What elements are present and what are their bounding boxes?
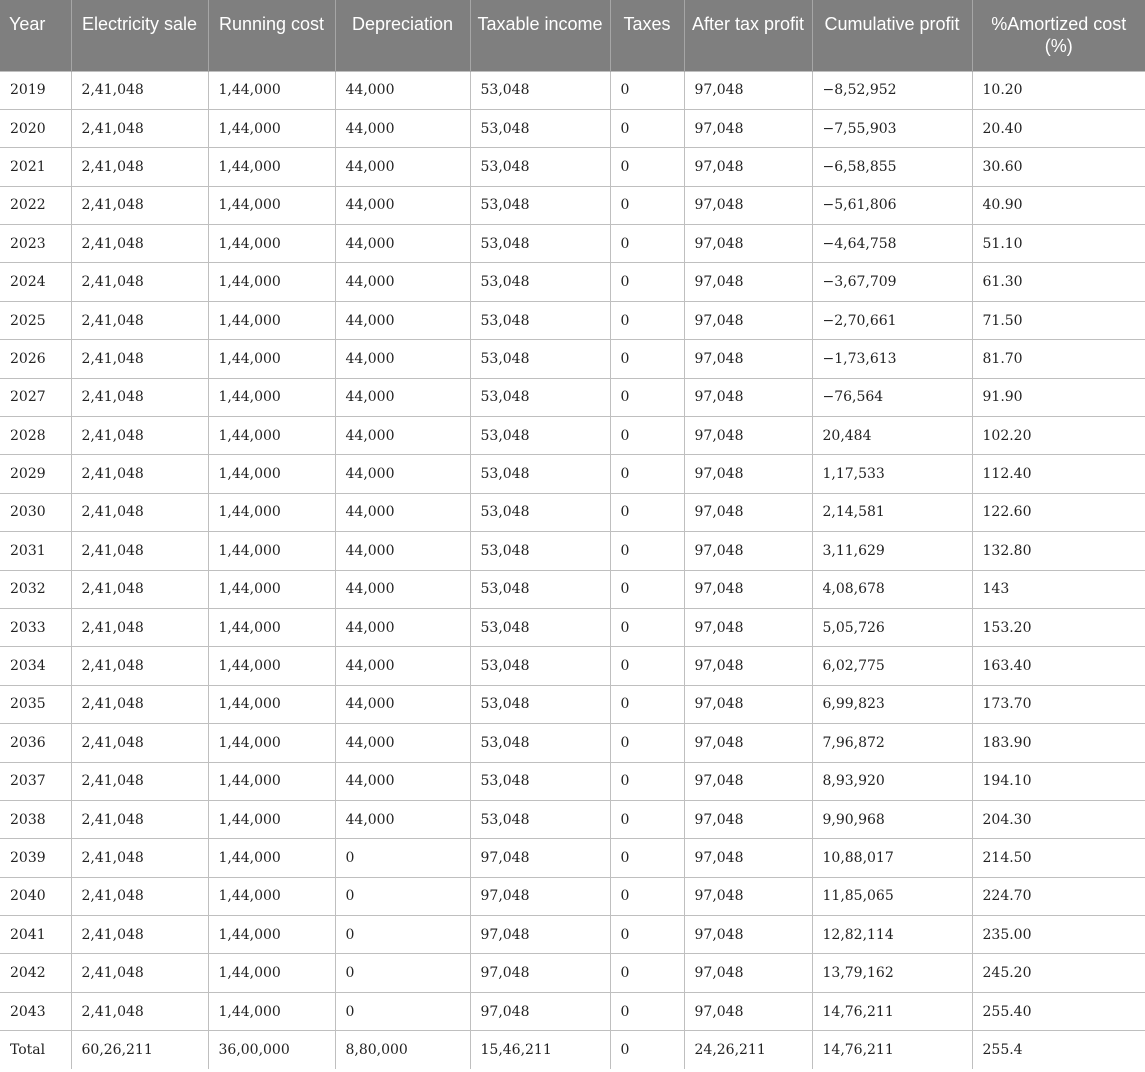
cell-amortized-cost: 71.50 <box>972 301 1145 339</box>
table-row <box>0 954 1145 992</box>
cell-after-tax-profit: 97,048 <box>684 532 812 570</box>
cell-depreciation: 0 <box>335 992 470 1030</box>
cell-year: 2040 <box>0 877 71 915</box>
cell-after-tax-profit: 97,048 <box>684 148 812 186</box>
cell-electricity-sale: 2,41,048 <box>71 570 208 608</box>
cell-electricity-sale: 2,41,048 <box>71 532 208 570</box>
cell-depreciation: 44,000 <box>335 608 470 646</box>
cell-running-cost: 1,44,000 <box>208 301 335 339</box>
cell-depreciation: 8,80,000 <box>335 1031 470 1069</box>
cell-depreciation: 44,000 <box>335 762 470 800</box>
cell-taxable-income: 53,048 <box>470 109 610 147</box>
cell-depreciation: 44,000 <box>335 493 470 531</box>
table-row <box>0 800 1145 838</box>
cell-cumulative-profit: −7,55,903 <box>812 109 972 147</box>
total-row <box>0 1031 1145 1069</box>
cell-year: 2035 <box>0 685 71 723</box>
cell-taxable-income: 53,048 <box>470 762 610 800</box>
cell-amortized-cost: 194.10 <box>972 762 1145 800</box>
cell-running-cost: 1,44,000 <box>208 800 335 838</box>
cell-amortized-cost: 255.4 <box>972 1031 1145 1069</box>
cell-cumulative-profit: 20,484 <box>812 417 972 455</box>
cell-amortized-cost: 245.20 <box>972 954 1145 992</box>
cell-year: 2041 <box>0 916 71 954</box>
cell-electricity-sale: 2,41,048 <box>71 225 208 263</box>
cell-cumulative-profit: 10,88,017 <box>812 839 972 877</box>
table-row <box>0 301 1145 339</box>
cell-year: 2033 <box>0 608 71 646</box>
cell-electricity-sale: 2,41,048 <box>71 877 208 915</box>
table-row <box>0 186 1145 224</box>
cell-amortized-cost: 91.90 <box>972 378 1145 416</box>
cell-taxes: 0 <box>610 455 684 493</box>
table-body <box>0 71 1145 1069</box>
cell-cumulative-profit: 2,14,581 <box>812 493 972 531</box>
cell-depreciation: 44,000 <box>335 455 470 493</box>
cell-depreciation: 44,000 <box>335 800 470 838</box>
cell-electricity-sale: 2,41,048 <box>71 186 208 224</box>
cell-running-cost: 1,44,000 <box>208 724 335 762</box>
table-row <box>0 71 1145 109</box>
cell-amortized-cost: 112.40 <box>972 455 1145 493</box>
cell-depreciation: 44,000 <box>335 148 470 186</box>
table-row <box>0 225 1145 263</box>
cell-depreciation: 44,000 <box>335 71 470 109</box>
cell-taxes: 0 <box>610 186 684 224</box>
cell-after-tax-profit: 24,26,211 <box>684 1031 812 1069</box>
cell-taxes: 0 <box>610 109 684 147</box>
cell-electricity-sale: 2,41,048 <box>71 800 208 838</box>
cell-taxable-income: 53,048 <box>470 532 610 570</box>
cell-electricity-sale: 2,41,048 <box>71 608 208 646</box>
header-cumulative-profit: Cumulative profit <box>812 0 972 71</box>
cell-taxable-income: 53,048 <box>470 417 610 455</box>
header-after-tax-profit: After tax profit <box>684 0 812 71</box>
cell-cumulative-profit: −3,67,709 <box>812 263 972 301</box>
cell-after-tax-profit: 97,048 <box>684 378 812 416</box>
cell-cumulative-profit: −76,564 <box>812 378 972 416</box>
cell-depreciation: 44,000 <box>335 724 470 762</box>
cell-electricity-sale: 2,41,048 <box>71 148 208 186</box>
cell-running-cost: 1,44,000 <box>208 954 335 992</box>
cell-running-cost: 1,44,000 <box>208 877 335 915</box>
cell-running-cost: 1,44,000 <box>208 340 335 378</box>
cell-amortized-cost: 204.30 <box>972 800 1145 838</box>
cell-taxes: 0 <box>610 916 684 954</box>
cell-running-cost: 1,44,000 <box>208 532 335 570</box>
cell-running-cost: 1,44,000 <box>208 493 335 531</box>
cell-electricity-sale: 2,41,048 <box>71 954 208 992</box>
cell-taxable-income: 15,46,211 <box>470 1031 610 1069</box>
cell-year: 2025 <box>0 301 71 339</box>
table-header <box>0 0 1145 71</box>
cell-taxes: 0 <box>610 800 684 838</box>
cell-depreciation: 44,000 <box>335 301 470 339</box>
cell-depreciation: 44,000 <box>335 340 470 378</box>
cell-cumulative-profit: 3,11,629 <box>812 532 972 570</box>
cell-cumulative-profit: 7,96,872 <box>812 724 972 762</box>
cell-year: 2031 <box>0 532 71 570</box>
cell-taxes: 0 <box>610 263 684 301</box>
cell-taxable-income: 53,048 <box>470 148 610 186</box>
cell-cumulative-profit: 6,99,823 <box>812 685 972 723</box>
cell-after-tax-profit: 97,048 <box>684 340 812 378</box>
cell-after-tax-profit: 97,048 <box>684 71 812 109</box>
cell-cumulative-profit: 5,05,726 <box>812 608 972 646</box>
table-row <box>0 608 1145 646</box>
cell-after-tax-profit: 97,048 <box>684 493 812 531</box>
cell-electricity-sale: 2,41,048 <box>71 417 208 455</box>
cell-after-tax-profit: 97,048 <box>684 800 812 838</box>
cell-taxable-income: 53,048 <box>470 301 610 339</box>
table-row <box>0 992 1145 1030</box>
cell-year: 2034 <box>0 647 71 685</box>
cell-taxes: 0 <box>610 647 684 685</box>
cell-electricity-sale: 2,41,048 <box>71 839 208 877</box>
cell-after-tax-profit: 97,048 <box>684 762 812 800</box>
cell-after-tax-profit: 97,048 <box>684 608 812 646</box>
cell-electricity-sale: 2,41,048 <box>71 724 208 762</box>
cell-amortized-cost: 255.40 <box>972 992 1145 1030</box>
cell-taxable-income: 53,048 <box>470 225 610 263</box>
cell-electricity-sale: 2,41,048 <box>71 263 208 301</box>
cell-depreciation: 0 <box>335 839 470 877</box>
cell-after-tax-profit: 97,048 <box>684 455 812 493</box>
cell-electricity-sale: 2,41,048 <box>71 340 208 378</box>
cell-running-cost: 1,44,000 <box>208 148 335 186</box>
cell-year: 2024 <box>0 263 71 301</box>
table-row <box>0 417 1145 455</box>
cell-amortized-cost: 122.60 <box>972 493 1145 531</box>
cell-taxable-income: 53,048 <box>470 186 610 224</box>
cell-amortized-cost: 235.00 <box>972 916 1145 954</box>
cell-cumulative-profit: 1,17,533 <box>812 455 972 493</box>
cell-year: 2020 <box>0 109 71 147</box>
cell-cumulative-profit: −1,73,613 <box>812 340 972 378</box>
header-amortized-cost: %Amortized cost (%) <box>972 0 1145 71</box>
cell-taxable-income: 53,048 <box>470 71 610 109</box>
cell-running-cost: 1,44,000 <box>208 225 335 263</box>
cell-electricity-sale: 2,41,048 <box>71 647 208 685</box>
header-taxes: Taxes <box>610 0 684 71</box>
cell-taxes: 0 <box>610 570 684 608</box>
cell-cumulative-profit: 4,08,678 <box>812 570 972 608</box>
cell-electricity-sale: 2,41,048 <box>71 493 208 531</box>
cell-after-tax-profit: 97,048 <box>684 263 812 301</box>
cell-taxable-income: 53,048 <box>470 608 610 646</box>
cell-year: 2038 <box>0 800 71 838</box>
table-row <box>0 109 1145 147</box>
cell-electricity-sale: 2,41,048 <box>71 378 208 416</box>
cell-year: 2023 <box>0 225 71 263</box>
table-row <box>0 532 1145 570</box>
cell-taxable-income: 97,048 <box>470 877 610 915</box>
cell-taxable-income: 53,048 <box>470 378 610 416</box>
cell-electricity-sale: 2,41,048 <box>71 71 208 109</box>
cell-year: Total <box>0 1031 71 1069</box>
cell-cumulative-profit: 9,90,968 <box>812 800 972 838</box>
cell-depreciation: 44,000 <box>335 685 470 723</box>
cell-running-cost: 1,44,000 <box>208 263 335 301</box>
cell-after-tax-profit: 97,048 <box>684 916 812 954</box>
cell-taxes: 0 <box>610 762 684 800</box>
cell-after-tax-profit: 97,048 <box>684 301 812 339</box>
cell-taxes: 0 <box>610 378 684 416</box>
table-row <box>0 916 1145 954</box>
cell-running-cost: 1,44,000 <box>208 762 335 800</box>
cell-taxable-income: 53,048 <box>470 724 610 762</box>
cell-year: 2042 <box>0 954 71 992</box>
cell-amortized-cost: 163.40 <box>972 647 1145 685</box>
cell-taxes: 0 <box>610 992 684 1030</box>
cell-running-cost: 1,44,000 <box>208 916 335 954</box>
cell-amortized-cost: 81.70 <box>972 340 1145 378</box>
cell-taxes: 0 <box>610 340 684 378</box>
cell-cumulative-profit: 14,76,211 <box>812 1031 972 1069</box>
cell-after-tax-profit: 97,048 <box>684 724 812 762</box>
table-row <box>0 724 1145 762</box>
cell-year: 2030 <box>0 493 71 531</box>
cell-taxable-income: 53,048 <box>470 800 610 838</box>
cell-taxable-income: 97,048 <box>470 954 610 992</box>
cell-depreciation: 44,000 <box>335 417 470 455</box>
cell-after-tax-profit: 97,048 <box>684 109 812 147</box>
cell-electricity-sale: 2,41,048 <box>71 992 208 1030</box>
cell-year: 2027 <box>0 378 71 416</box>
cell-amortized-cost: 51.10 <box>972 225 1145 263</box>
cell-after-tax-profit: 97,048 <box>684 954 812 992</box>
table-row <box>0 455 1145 493</box>
cell-electricity-sale: 2,41,048 <box>71 455 208 493</box>
cell-amortized-cost: 153.20 <box>972 608 1145 646</box>
cell-year: 2029 <box>0 455 71 493</box>
cell-after-tax-profit: 97,048 <box>684 685 812 723</box>
cell-amortized-cost: 30.60 <box>972 148 1145 186</box>
header-depreciation: Depreciation <box>335 0 470 71</box>
cell-taxable-income: 97,048 <box>470 992 610 1030</box>
cell-depreciation: 0 <box>335 916 470 954</box>
cell-taxable-income: 53,048 <box>470 340 610 378</box>
cell-taxes: 0 <box>610 225 684 263</box>
cell-year: 2019 <box>0 71 71 109</box>
cell-depreciation: 44,000 <box>335 532 470 570</box>
cell-running-cost: 1,44,000 <box>208 608 335 646</box>
cell-running-cost: 1,44,000 <box>208 992 335 1030</box>
table-row <box>0 493 1145 531</box>
cell-cumulative-profit: −2,70,661 <box>812 301 972 339</box>
cell-amortized-cost: 102.20 <box>972 417 1145 455</box>
cell-taxes: 0 <box>610 71 684 109</box>
cell-after-tax-profit: 97,048 <box>684 992 812 1030</box>
cell-taxes: 0 <box>610 493 684 531</box>
cell-after-tax-profit: 97,048 <box>684 877 812 915</box>
cell-year: 2032 <box>0 570 71 608</box>
cell-taxes: 0 <box>610 148 684 186</box>
cell-depreciation: 0 <box>335 877 470 915</box>
cell-taxable-income: 53,048 <box>470 455 610 493</box>
header-row <box>0 0 1145 71</box>
cell-running-cost: 1,44,000 <box>208 186 335 224</box>
cell-electricity-sale: 2,41,048 <box>71 685 208 723</box>
cell-amortized-cost: 143 <box>972 570 1145 608</box>
cell-electricity-sale: 2,41,048 <box>71 109 208 147</box>
cell-taxable-income: 53,048 <box>470 647 610 685</box>
cell-cumulative-profit: −5,61,806 <box>812 186 972 224</box>
cell-running-cost: 1,44,000 <box>208 455 335 493</box>
cell-cumulative-profit: 8,93,920 <box>812 762 972 800</box>
cell-after-tax-profit: 97,048 <box>684 647 812 685</box>
cell-running-cost: 36,00,000 <box>208 1031 335 1069</box>
cell-year: 2028 <box>0 417 71 455</box>
cell-taxes: 0 <box>610 954 684 992</box>
cell-after-tax-profit: 97,048 <box>684 186 812 224</box>
cell-running-cost: 1,44,000 <box>208 417 335 455</box>
table-row <box>0 685 1145 723</box>
table-row <box>0 647 1145 685</box>
cell-taxes: 0 <box>610 877 684 915</box>
cell-taxable-income: 97,048 <box>470 839 610 877</box>
cell-running-cost: 1,44,000 <box>208 685 335 723</box>
cell-amortized-cost: 40.90 <box>972 186 1145 224</box>
cell-running-cost: 1,44,000 <box>208 71 335 109</box>
table-row <box>0 378 1145 416</box>
cell-year: 2026 <box>0 340 71 378</box>
cell-depreciation: 44,000 <box>335 570 470 608</box>
cell-taxes: 0 <box>610 685 684 723</box>
table-row <box>0 263 1145 301</box>
cell-year: 2037 <box>0 762 71 800</box>
cell-electricity-sale: 2,41,048 <box>71 301 208 339</box>
cell-depreciation: 44,000 <box>335 186 470 224</box>
cell-amortized-cost: 224.70 <box>972 877 1145 915</box>
cell-after-tax-profit: 97,048 <box>684 839 812 877</box>
cell-running-cost: 1,44,000 <box>208 570 335 608</box>
cell-cumulative-profit: 6,02,775 <box>812 647 972 685</box>
cell-taxable-income: 53,048 <box>470 570 610 608</box>
cell-taxes: 0 <box>610 417 684 455</box>
cell-electricity-sale: 2,41,048 <box>71 916 208 954</box>
cell-year: 2021 <box>0 148 71 186</box>
table-row <box>0 762 1145 800</box>
table-row <box>0 839 1145 877</box>
cell-after-tax-profit: 97,048 <box>684 570 812 608</box>
cell-year: 2022 <box>0 186 71 224</box>
cell-taxes: 0 <box>610 1031 684 1069</box>
cell-running-cost: 1,44,000 <box>208 378 335 416</box>
cell-taxable-income: 97,048 <box>470 916 610 954</box>
cell-taxes: 0 <box>610 301 684 339</box>
cell-depreciation: 44,000 <box>335 225 470 263</box>
table-row <box>0 148 1145 186</box>
cell-amortized-cost: 10.20 <box>972 71 1145 109</box>
header-year: Year <box>0 0 71 71</box>
cell-running-cost: 1,44,000 <box>208 647 335 685</box>
header-electricity-sale: Electricity sale <box>71 0 208 71</box>
cell-cumulative-profit: 12,82,114 <box>812 916 972 954</box>
cell-electricity-sale: 60,26,211 <box>71 1031 208 1069</box>
cell-taxes: 0 <box>610 839 684 877</box>
cell-depreciation: 44,000 <box>335 378 470 416</box>
cell-amortized-cost: 214.50 <box>972 839 1145 877</box>
table-row <box>0 570 1145 608</box>
cell-after-tax-profit: 97,048 <box>684 225 812 263</box>
cell-amortized-cost: 132.80 <box>972 532 1145 570</box>
cell-amortized-cost: 173.70 <box>972 685 1145 723</box>
cell-year: 2043 <box>0 992 71 1030</box>
table-row <box>0 340 1145 378</box>
cell-taxable-income: 53,048 <box>470 263 610 301</box>
cell-amortized-cost: 20.40 <box>972 109 1145 147</box>
cell-amortized-cost: 61.30 <box>972 263 1145 301</box>
cell-cumulative-profit: 14,76,211 <box>812 992 972 1030</box>
cell-cumulative-profit: −4,64,758 <box>812 225 972 263</box>
cell-depreciation: 44,000 <box>335 263 470 301</box>
cell-depreciation: 44,000 <box>335 647 470 685</box>
cell-cumulative-profit: 11,85,065 <box>812 877 972 915</box>
cell-depreciation: 0 <box>335 954 470 992</box>
cell-taxable-income: 53,048 <box>470 493 610 531</box>
cell-electricity-sale: 2,41,048 <box>71 762 208 800</box>
cell-amortized-cost: 183.90 <box>972 724 1145 762</box>
header-running-cost: Running cost <box>208 0 335 71</box>
cell-after-tax-profit: 97,048 <box>684 417 812 455</box>
cell-taxable-income: 53,048 <box>470 685 610 723</box>
cell-year: 2036 <box>0 724 71 762</box>
cell-cumulative-profit: −8,52,952 <box>812 71 972 109</box>
cell-cumulative-profit: −6,58,855 <box>812 148 972 186</box>
table-row <box>0 877 1145 915</box>
cell-year: 2039 <box>0 839 71 877</box>
cell-running-cost: 1,44,000 <box>208 839 335 877</box>
cell-taxes: 0 <box>610 608 684 646</box>
cell-taxes: 0 <box>610 532 684 570</box>
cell-running-cost: 1,44,000 <box>208 109 335 147</box>
cell-cumulative-profit: 13,79,162 <box>812 954 972 992</box>
header-taxable-income: Taxable income <box>470 0 610 71</box>
cell-taxes: 0 <box>610 724 684 762</box>
cell-depreciation: 44,000 <box>335 109 470 147</box>
